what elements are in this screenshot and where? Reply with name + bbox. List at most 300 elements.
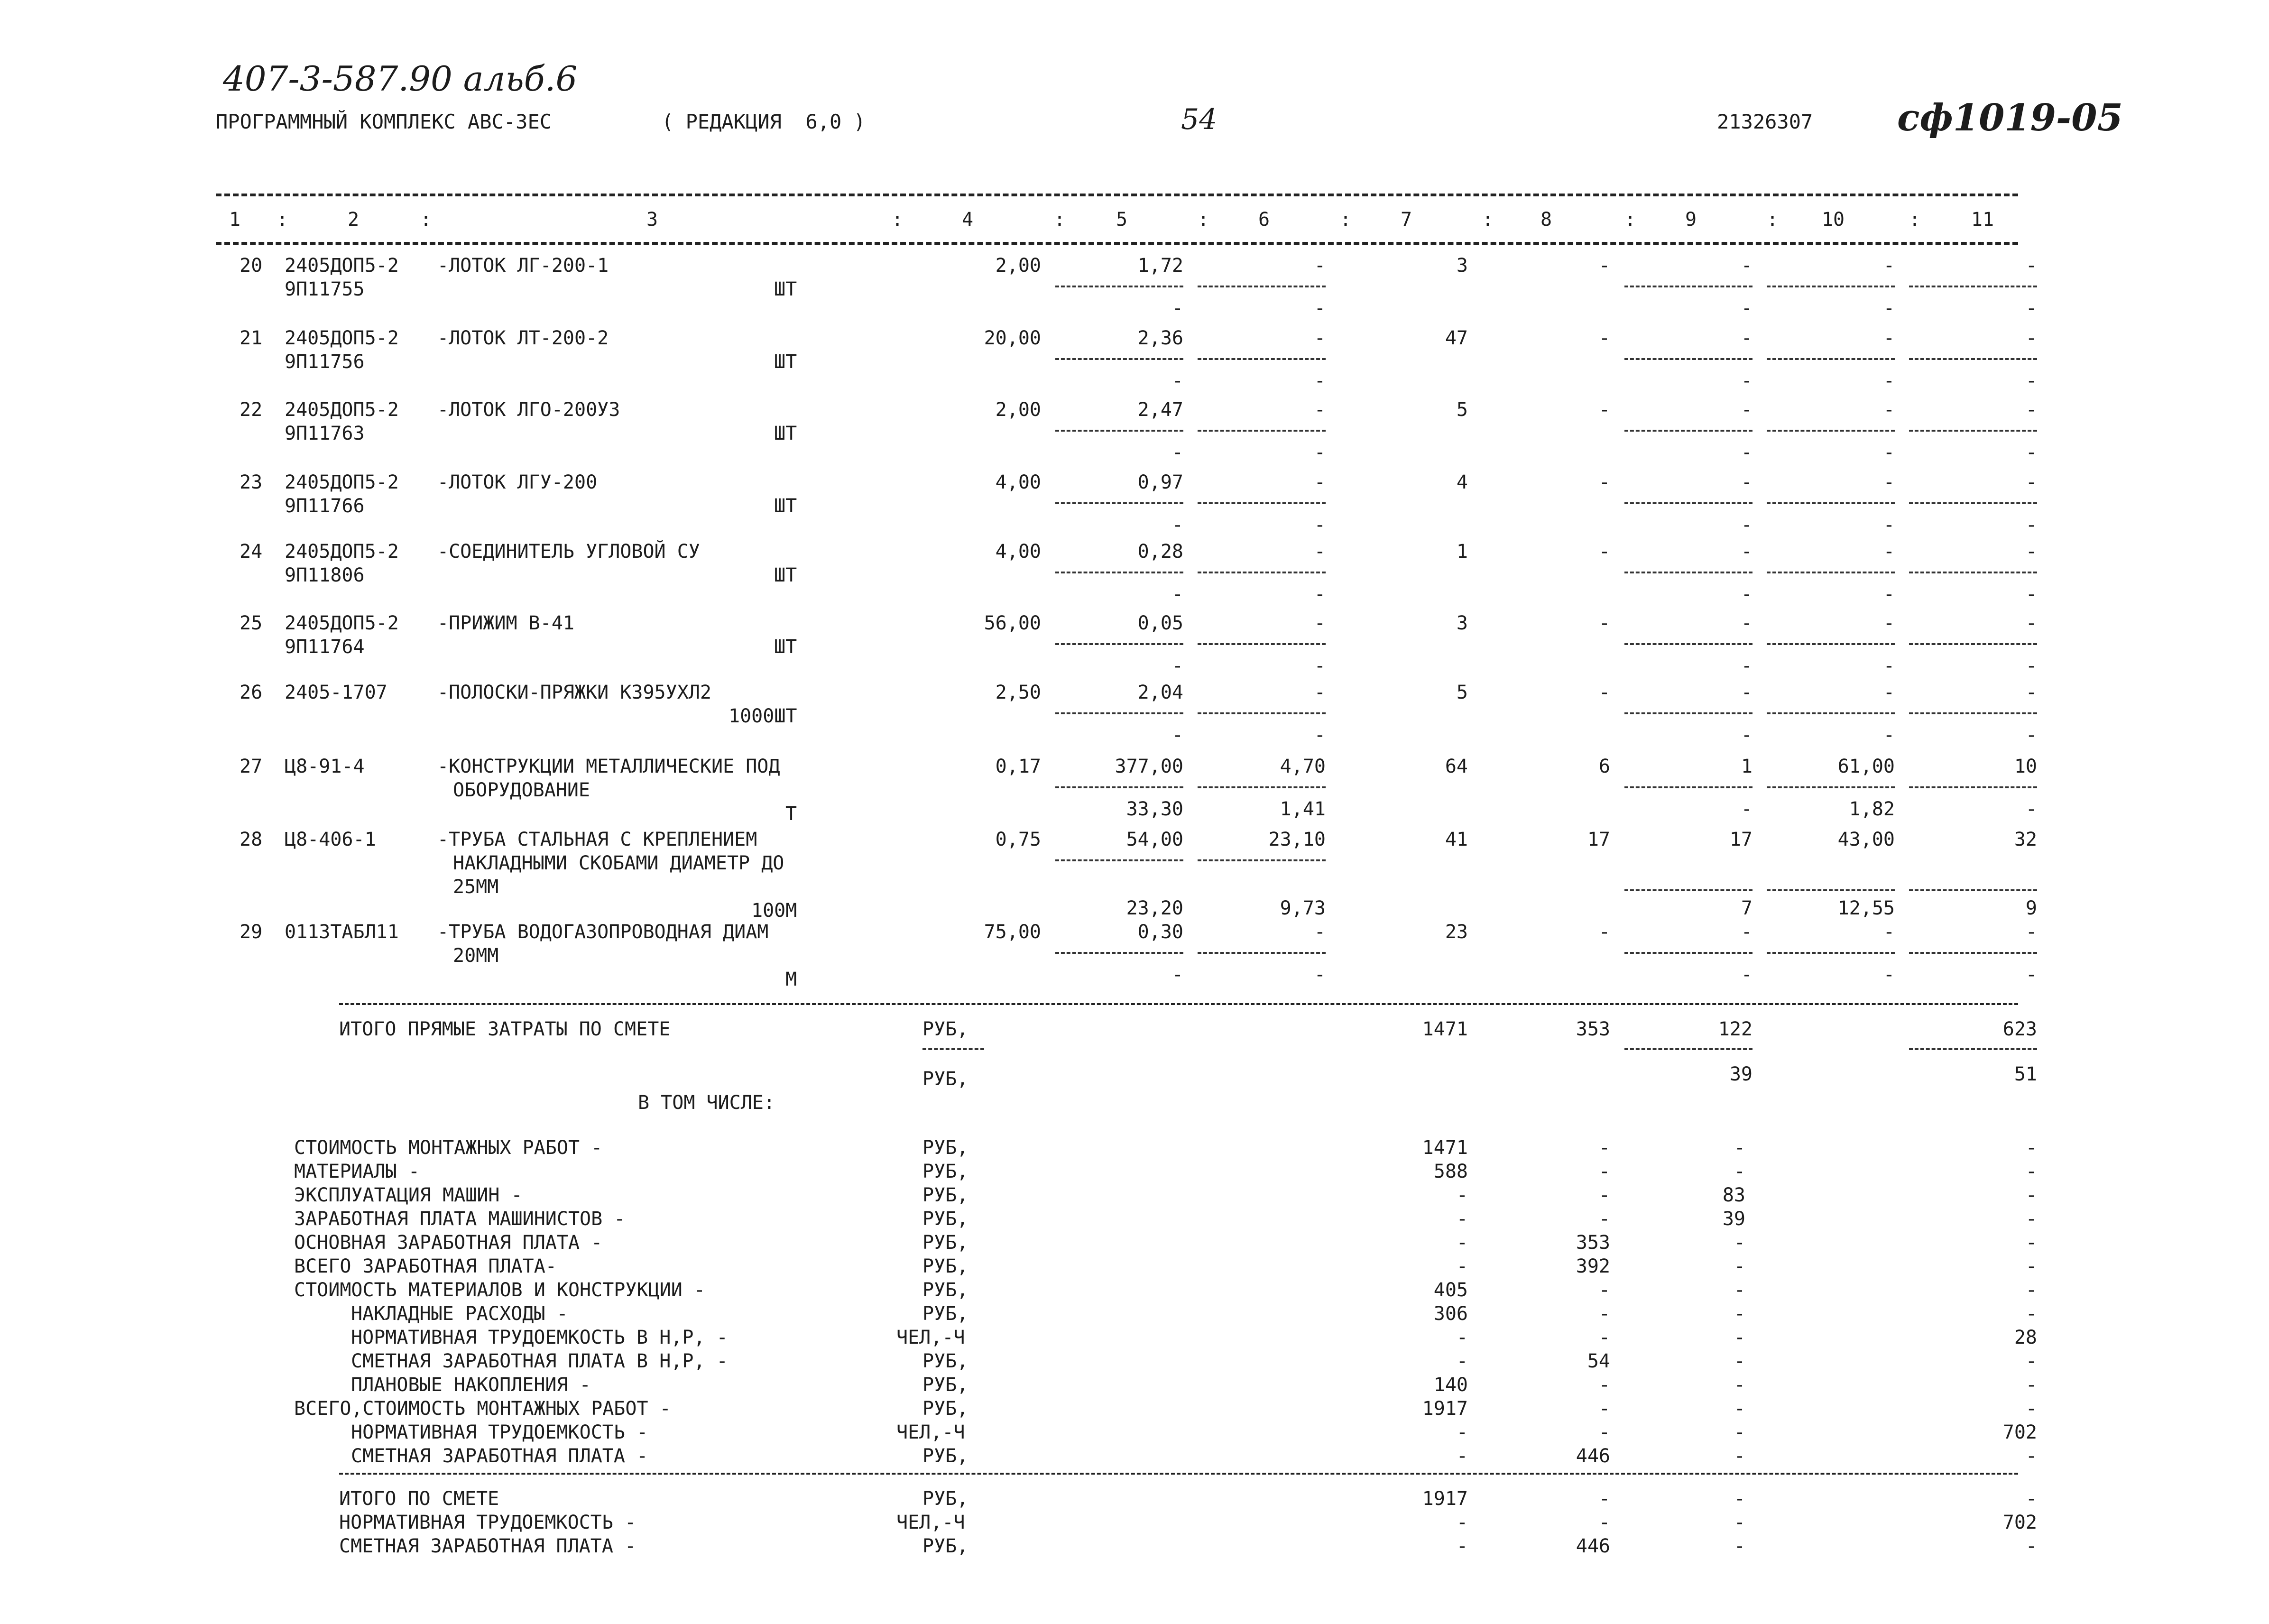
row-number: 20 (240, 255, 263, 277)
summary-unit: РУБ, (922, 1208, 968, 1230)
row-col-9-secondary: - (1741, 442, 1752, 463)
row-name-line: ОБОРУДОВАНИЕ (453, 779, 590, 801)
row-col-5: 1,72 (1137, 255, 1183, 277)
row-col-11: - (2025, 471, 2037, 493)
summary-label: ВСЕГО,СТОИМОСТЬ МОНТАЖНЫХ РАБОТ - (294, 1398, 671, 1420)
row-col-8: - (1598, 541, 1610, 563)
column-separator: : (1340, 209, 1352, 231)
row-col-10-secondary: - (1883, 297, 1895, 319)
final-col-8: 446 (1576, 1535, 1610, 1557)
summary-col-8: - (1598, 1184, 1610, 1206)
row-col-10-secondary: - (1883, 655, 1895, 677)
summary-col-11: - (2025, 1303, 2037, 1325)
summary-col-11: 702 (2002, 1421, 2037, 1443)
row-underline-c6 (1198, 952, 1326, 954)
row-col-10: - (1883, 399, 1895, 421)
summary-unit: РУБ, (922, 1350, 968, 1372)
row-underline-c10 (1767, 430, 1895, 432)
total-direct-col-8: 353 (1576, 1018, 1610, 1040)
row-name-line: 20ММ (453, 945, 499, 967)
row-underline-c6 (1198, 572, 1326, 573)
row-col-8: - (1598, 471, 1610, 493)
row-col-4: 2,00 (995, 399, 1041, 421)
summary-col-9: - (1734, 1350, 1745, 1372)
total-direct-col-11: 623 (2002, 1018, 2037, 1040)
row-code-secondary: 9П11764 (285, 636, 365, 658)
summary-unit: РУБ, (922, 1445, 968, 1467)
row-col-11: 10 (2014, 756, 2037, 777)
row-underline-c6 (1198, 358, 1326, 360)
row-code-secondary: 9П11763 (285, 423, 365, 444)
row-number: 22 (240, 399, 263, 421)
row-underline-c5 (1055, 572, 1183, 573)
column-separator: : (1624, 209, 1636, 231)
summary-col-7: - (1456, 1255, 1468, 1277)
row-col-11: - (2025, 541, 2037, 563)
row-underline-c10 (1767, 502, 1895, 504)
final-col-9: - (1734, 1535, 1745, 1557)
row-code-secondary: 9П11806 (285, 564, 365, 586)
row-col-4: 0,75 (995, 829, 1041, 850)
row-name-line: 25ММ (453, 876, 499, 898)
summary-col-7: - (1456, 1445, 1468, 1467)
row-col-10-secondary: 1,82 (1849, 798, 1895, 820)
row-unit: 1000ШТ (729, 705, 797, 727)
row-underline-c5 (1055, 952, 1183, 954)
row-underline-c10 (1767, 358, 1895, 360)
row-col-6-secondary: 9,73 (1280, 897, 1326, 919)
summary-col-7: 588 (1433, 1161, 1468, 1182)
row-underline-c5 (1055, 712, 1183, 714)
row-col-4: 20,00 (984, 327, 1041, 349)
row-col-11: - (2025, 921, 2037, 943)
column-header-3: 3 (646, 209, 658, 231)
final-label: НОРМАТИВНАЯ ТРУДОЕМКОСТЬ - (339, 1512, 636, 1533)
row-col-4: 4,00 (995, 541, 1041, 563)
row-col-8: - (1598, 612, 1610, 634)
summary-col-9: - (1734, 1279, 1745, 1301)
row-number: 24 (240, 541, 263, 563)
row-col-11-secondary: - (2025, 798, 2037, 820)
row-col-10-secondary: - (1883, 724, 1895, 746)
row-col-10-secondary: - (1883, 442, 1895, 463)
row-code: 2405ДОП5-2 (285, 399, 399, 421)
row-col-10: 43,00 (1837, 829, 1895, 850)
summary-col-11: - (2025, 1184, 2037, 1206)
row-col-10-secondary: - (1883, 514, 1895, 536)
row-col-11-secondary: - (2025, 724, 2037, 746)
summary-unit: РУБ, (922, 1374, 968, 1396)
row-col-5: 0,05 (1137, 612, 1183, 634)
row-col-6-secondary: - (1314, 655, 1326, 677)
row-col-10-secondary: - (1883, 370, 1895, 392)
including-label: В ТОМ ЧИСЛЕ: (638, 1092, 775, 1114)
summary-label: ПЛАНОВЫЕ НАКОПЛЕНИЯ - (351, 1374, 591, 1396)
summary-label: ВСЕГО ЗАРАБОТНАЯ ПЛАТА- (294, 1255, 557, 1277)
row-number: 21 (240, 327, 263, 349)
row-name-line: -ЛОТОК ЛГО-200У3 (437, 399, 620, 421)
row-code: Ц8-406-1 (285, 829, 376, 850)
summary-unit: РУБ, (922, 1279, 968, 1301)
row-col-7: 1 (1456, 541, 1468, 563)
page-number: 54 (1181, 103, 1218, 136)
summary-label: МАТЕРИАЛЫ - (294, 1161, 420, 1182)
row-name-line: -ТРУБА СТАЛЬНАЯ С КРЕПЛЕНИЕМ (437, 829, 757, 850)
row-underline-c5 (1055, 859, 1183, 861)
summary-col-9: - (1734, 1398, 1745, 1420)
row-underline-c6 (1198, 786, 1326, 788)
total-direct-col-9: 122 (1718, 1018, 1752, 1040)
row-col-11: - (2025, 612, 2037, 634)
row-name-line: НАКЛАДНЫМИ СКОБАМИ ДИАМЕТР ДО (453, 852, 784, 874)
row-unit: ШТ (774, 351, 797, 373)
row-col-8: - (1598, 399, 1610, 421)
row-col-7: 5 (1456, 399, 1468, 421)
row-underline-c6 (1198, 712, 1326, 714)
summary-col-7: 405 (1433, 1279, 1468, 1301)
final-col-8: - (1598, 1488, 1610, 1510)
row-col-5-secondary: - (1171, 583, 1183, 605)
total-direct-col-9-secondary: 39 (1729, 1063, 1752, 1085)
row-col-6-secondary: 1,41 (1280, 798, 1326, 820)
row-col-7: 47 (1445, 327, 1468, 349)
summary-label: СМЕТНАЯ ЗАРАБОТНАЯ ПЛАТА В Н,Р, - (351, 1350, 728, 1372)
row-col-7: 3 (1456, 612, 1468, 634)
row-col-5: 377,00 (1115, 756, 1183, 777)
row-code: 2405ДОП5-2 (285, 255, 399, 277)
final-unit: РУБ, (922, 1488, 968, 1510)
row-col-6: - (1314, 471, 1326, 493)
row-unit: ШТ (774, 278, 797, 300)
final-label: ИТОГО ПО СМЕТЕ (339, 1488, 499, 1510)
row-underline-c10 (1767, 889, 1895, 891)
row-col-8: 6 (1598, 756, 1610, 777)
row-col-4: 75,00 (984, 921, 1041, 943)
summary-label: СМЕТНАЯ ЗАРАБОТНАЯ ПЛАТА - (351, 1445, 648, 1467)
column-header-1: 1 (229, 209, 241, 231)
row-unit: Т (785, 803, 797, 825)
summary-col-11: - (2025, 1137, 2037, 1159)
row-code: 2405ДОП5-2 (285, 327, 399, 349)
row-col-4: 2,50 (995, 682, 1041, 703)
row-col-4: 4,00 (995, 471, 1041, 493)
row-col-9: 1 (1741, 756, 1752, 777)
row-col-11-secondary: - (2025, 297, 2037, 319)
summary-col-11: - (2025, 1208, 2037, 1230)
summary-col-9: 83 (1722, 1184, 1745, 1206)
row-code: 2405ДОП5-2 (285, 612, 399, 634)
row-col-5: 0,30 (1137, 921, 1183, 943)
row-col-8: - (1598, 921, 1610, 943)
row-underline-c11 (1909, 712, 2037, 714)
row-underline-c11 (1909, 889, 2037, 891)
summary-col-11: - (2025, 1279, 2037, 1301)
row-col-7: 4 (1456, 471, 1468, 493)
column-header-10: 10 (1821, 209, 1845, 231)
row-underline-c11 (1909, 286, 2037, 287)
row-underline-c11 (1909, 430, 2037, 432)
row-unit: 100М (751, 900, 797, 922)
row-underline-c10 (1767, 952, 1895, 954)
row-underline-c10 (1767, 786, 1895, 788)
row-col-9: - (1741, 921, 1752, 943)
total-direct-label: ИТОГО ПРЯМЫЕ ЗАТРАТЫ ПО СМЕТЕ (339, 1018, 671, 1040)
row-code-secondary: 9П11756 (285, 351, 365, 373)
summary-col-8: 54 (1587, 1350, 1610, 1372)
row-unit: М (785, 969, 797, 990)
row-underline-c6 (1198, 643, 1326, 645)
row-col-11: - (2025, 255, 2037, 277)
row-col-8: - (1598, 682, 1610, 703)
row-name-line: -СОЕДИНИТЕЛЬ УГЛОВОЙ СУ (437, 541, 700, 563)
row-col-5-secondary: - (1171, 370, 1183, 392)
row-name-line: -ЛОТОК ЛГ-200-1 (437, 255, 609, 277)
row-col-6-secondary: - (1314, 442, 1326, 463)
row-col-5-secondary: 33,30 (1126, 798, 1183, 820)
summary-label: ОСНОВНАЯ ЗАРАБОТНАЯ ПЛАТА - (294, 1232, 603, 1254)
row-col-5-secondary: - (1171, 964, 1183, 986)
summary-label: СТОИМОСТЬ МОНТАЖНЫХ РАБОТ - (294, 1137, 603, 1159)
row-col-11: 32 (2014, 829, 2037, 850)
column-separator: : (892, 209, 904, 231)
summary-col-7: 306 (1433, 1303, 1468, 1325)
row-col-11-secondary: - (2025, 655, 2037, 677)
summary-col-9: - (1734, 1421, 1745, 1443)
summary-col-7: 140 (1433, 1374, 1468, 1396)
row-col-9-secondary: - (1741, 583, 1752, 605)
summary-unit: ЧЕЛ,-Ч (896, 1327, 965, 1348)
row-col-5: 2,47 (1137, 399, 1183, 421)
total-direct-col-11-rule (1909, 1048, 2037, 1050)
summary-unit: РУБ, (922, 1303, 968, 1325)
column-header-4: 4 (961, 209, 974, 231)
summary-col-8: - (1598, 1327, 1610, 1348)
summary-unit: РУБ, (922, 1232, 968, 1254)
summary-col-9: - (1734, 1137, 1745, 1159)
summary-col-11: - (2025, 1255, 2037, 1277)
row-code-secondary: 9П11766 (285, 495, 365, 517)
row-underline-c11 (1909, 643, 2037, 645)
summary-col-8: - (1598, 1303, 1610, 1325)
summary-col-11: - (2025, 1374, 2037, 1396)
row-col-6: - (1314, 541, 1326, 563)
total-direct-col-7: 1471 (1422, 1018, 1468, 1040)
row-col-6: 4,70 (1280, 756, 1326, 777)
row-col-4: 56,00 (984, 612, 1041, 634)
row-col-5-secondary: - (1171, 724, 1183, 746)
total-direct-col-11-secondary: 51 (2014, 1063, 2037, 1085)
row-col-9-secondary: - (1741, 798, 1752, 820)
summary-unit: ЧЕЛ,-Ч (896, 1421, 965, 1443)
row-col-10: - (1883, 471, 1895, 493)
row-col-9-secondary: - (1741, 724, 1752, 746)
summary-col-9: - (1734, 1161, 1745, 1182)
summary-col-8: 353 (1576, 1232, 1610, 1254)
row-unit: ШТ (774, 636, 797, 658)
summary-col-9: - (1734, 1232, 1745, 1254)
row-col-10: - (1883, 327, 1895, 349)
document-code: 21326307 (1717, 110, 1813, 133)
row-underline-c11 (1909, 358, 2037, 360)
row-col-8: - (1598, 255, 1610, 277)
row-col-10-secondary: - (1883, 964, 1895, 986)
row-underline-c6 (1198, 286, 1326, 287)
column-header-11: 11 (1971, 209, 1994, 231)
row-col-9-secondary: 7 (1741, 897, 1752, 919)
summary-col-7: - (1456, 1184, 1468, 1206)
summary-label: НАКЛАДНЫЕ РАСХОДЫ - (351, 1303, 568, 1325)
summary-col-9: - (1734, 1255, 1745, 1277)
final-col-11: - (2025, 1488, 2037, 1510)
row-name-line: -ЛОТОК ЛТ-200-2 (437, 327, 609, 349)
row-col-7: 41 (1445, 829, 1468, 850)
row-code: Ц8-91-4 (285, 756, 365, 777)
column-separator: : (1198, 209, 1209, 231)
row-col-11-secondary: - (2025, 514, 2037, 536)
column-separator: : (1909, 209, 1921, 231)
program-title: ПРОГРАММНЫЙ КОМПЛЕКС АВС-3ЕС (216, 110, 552, 133)
summary-col-11: - (2025, 1445, 2037, 1467)
summary-col-8: - (1598, 1398, 1610, 1420)
row-underline-c9 (1624, 889, 1752, 891)
row-underline-c5 (1055, 430, 1183, 432)
row-number: 23 (240, 471, 263, 493)
row-number: 27 (240, 756, 263, 777)
row-col-6-secondary: - (1314, 583, 1326, 605)
row-col-9-secondary: - (1741, 370, 1752, 392)
summary-col-7: 1471 (1422, 1137, 1468, 1159)
row-underline-c6 (1198, 502, 1326, 504)
row-col-9: - (1741, 682, 1752, 703)
final-col-11: - (2025, 1535, 2037, 1557)
column-header-rule (216, 242, 2018, 245)
row-col-11-secondary: - (2025, 442, 2037, 463)
row-col-11-secondary: 9 (2025, 897, 2037, 919)
summary-col-11: - (2025, 1232, 2037, 1254)
final-col-9: - (1734, 1512, 1745, 1533)
total-direct-unit-rule (922, 1048, 984, 1050)
row-col-5-secondary: - (1171, 514, 1183, 536)
row-col-11: - (2025, 682, 2037, 703)
final-col-11: 702 (2002, 1512, 2037, 1533)
row-underline-c11 (1909, 572, 2037, 573)
summary-label: ЗАРАБОТНАЯ ПЛАТА МАШИНИСТОВ - (294, 1208, 626, 1230)
row-col-6: - (1314, 255, 1326, 277)
total-direct-unit-secondary: РУБ, (922, 1068, 968, 1090)
column-separator: : (420, 209, 432, 231)
total-direct-unit: РУБ, (922, 1018, 968, 1040)
row-col-9: - (1741, 612, 1752, 634)
total-direct-col-9-rule (1624, 1048, 1752, 1050)
final-col-9: - (1734, 1488, 1745, 1510)
handwritten-code: сф1019-05 (1897, 96, 2123, 139)
row-underline-c9 (1624, 572, 1752, 573)
row-underline-c11 (1909, 786, 2037, 788)
row-name-line: -КОНСТРУКЦИИ МЕТАЛЛИЧЕСКИЕ ПОД (437, 756, 780, 777)
row-col-5-secondary: - (1171, 297, 1183, 319)
row-col-5-secondary: - (1171, 442, 1183, 463)
row-col-6: - (1314, 612, 1326, 634)
row-col-10-secondary: - (1883, 583, 1895, 605)
summary-col-9: - (1734, 1303, 1745, 1325)
summary-col-8: 446 (1576, 1445, 1610, 1467)
row-underline-c9 (1624, 643, 1752, 645)
summary-unit: РУБ, (922, 1398, 968, 1420)
row-col-5: 54,00 (1126, 829, 1183, 850)
row-underline-c6 (1198, 430, 1326, 432)
summary-label: ЭКСПЛУАТАЦИЯ МАШИН - (294, 1184, 523, 1206)
summary-col-7: - (1456, 1327, 1468, 1348)
row-underline-c10 (1767, 572, 1895, 573)
row-col-9: - (1741, 471, 1752, 493)
row-col-5: 0,97 (1137, 471, 1183, 493)
row-col-9-secondary: - (1741, 297, 1752, 319)
row-col-5: 2,04 (1137, 682, 1183, 703)
row-col-5-secondary: - (1171, 655, 1183, 677)
row-underline-c9 (1624, 952, 1752, 954)
row-underline-c9 (1624, 430, 1752, 432)
row-col-9: - (1741, 399, 1752, 421)
row-underline-c10 (1767, 643, 1895, 645)
summary-col-7: 1917 (1422, 1398, 1468, 1420)
row-code: 0113ТАБЛ11 (285, 921, 399, 943)
summary-col-11: - (2025, 1161, 2037, 1182)
summary-col-7: - (1456, 1208, 1468, 1230)
row-col-6: - (1314, 682, 1326, 703)
edition-label: ( РЕДАКЦИЯ 6,0 ) (662, 110, 866, 133)
row-number: 26 (240, 682, 263, 703)
row-col-5-secondary: 23,20 (1126, 897, 1183, 919)
summary-col-8: - (1598, 1208, 1610, 1230)
summary-col-9: 39 (1722, 1208, 1745, 1230)
summary-col-9: - (1734, 1374, 1745, 1396)
row-col-9-secondary: - (1741, 655, 1752, 677)
summary-col-7: - (1456, 1421, 1468, 1443)
row-underline-c9 (1624, 786, 1752, 788)
row-col-7: 64 (1445, 756, 1468, 777)
final-col-8: - (1598, 1512, 1610, 1533)
row-col-10-secondary: 12,55 (1837, 897, 1895, 919)
row-code: 2405ДОП5-2 (285, 471, 399, 493)
summary-label: НОРМАТИВНАЯ ТРУДОЕМКОСТЬ В Н,Р, - (351, 1327, 728, 1348)
row-col-5: 0,28 (1137, 541, 1183, 563)
column-separator: : (1482, 209, 1494, 231)
summary-col-7: - (1456, 1350, 1468, 1372)
table-top-rule (216, 194, 2018, 196)
row-col-11-secondary: - (2025, 370, 2037, 392)
row-underline-c9 (1624, 712, 1752, 714)
row-col-10: - (1883, 255, 1895, 277)
row-col-9-secondary: - (1741, 964, 1752, 986)
row-col-6-secondary: - (1314, 964, 1326, 986)
row-code: 2405ДОП5-2 (285, 541, 399, 563)
row-col-4: 2,00 (995, 255, 1041, 277)
row-col-6-secondary: - (1314, 370, 1326, 392)
row-underline-c5 (1055, 786, 1183, 788)
column-header-9: 9 (1685, 209, 1697, 231)
row-col-8: 17 (1587, 829, 1610, 850)
row-col-10: - (1883, 541, 1895, 563)
summary-col-8: - (1598, 1137, 1610, 1159)
row-unit: ШТ (774, 423, 797, 444)
row-name-line: -ЛОТОК ЛГУ-200 (437, 471, 598, 493)
row-name-line: -ПОЛОСКИ-ПРЯЖКИ К395УХЛ2 (437, 682, 711, 703)
summary-col-9: - (1734, 1445, 1745, 1467)
row-col-5: 2,36 (1137, 327, 1183, 349)
row-unit: ШТ (774, 564, 797, 586)
column-header-6: 6 (1258, 209, 1270, 231)
row-col-7: 5 (1456, 682, 1468, 703)
